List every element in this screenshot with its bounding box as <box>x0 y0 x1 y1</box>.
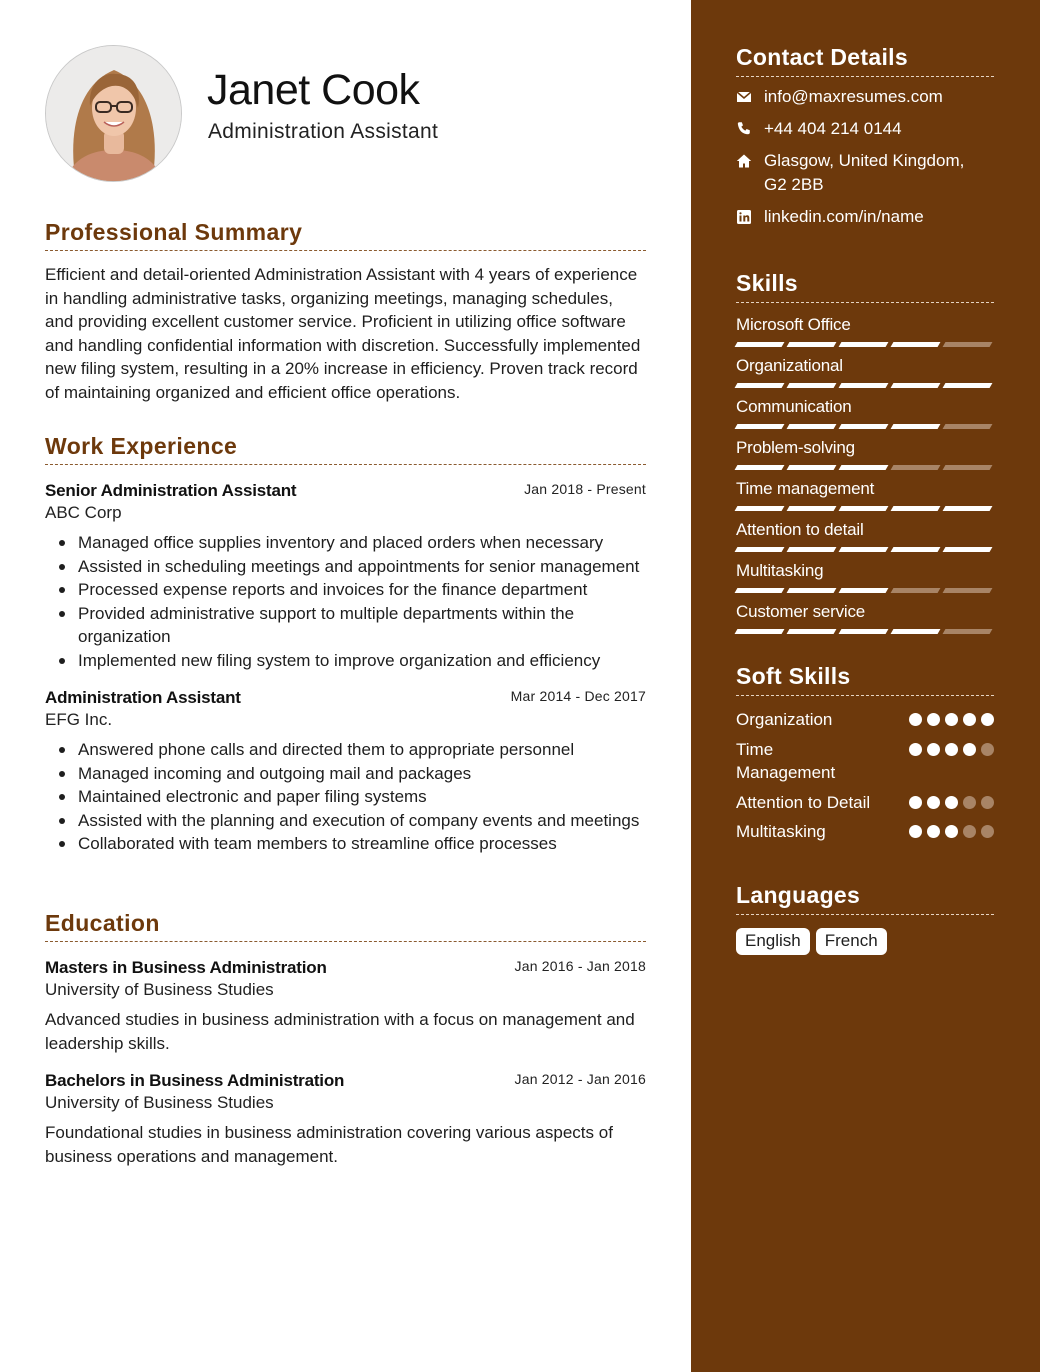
skill-segment-filled <box>891 547 941 552</box>
email-text[interactable]: info@maxresumes.com <box>764 87 943 106</box>
skill-segment-filled <box>891 629 941 634</box>
soft-skill-item <box>736 738 994 785</box>
rating-dot-filled <box>945 743 958 756</box>
skill-level-bar <box>736 383 994 389</box>
soft-skill-name: Organization <box>736 710 833 729</box>
skill-segment-filled <box>787 629 837 634</box>
skill-segment-filled <box>891 383 941 388</box>
job-bullets <box>45 738 646 856</box>
list-item: Collaborated with team members to streamline office processes <box>45 832 646 856</box>
skill-segment-filled <box>735 424 785 429</box>
skill-segment-empty <box>943 588 993 593</box>
soft-skill-item <box>736 791 994 815</box>
linkedin-text[interactable]: linkedin.com/in/name <box>764 207 924 226</box>
skill-level-bar <box>736 588 994 594</box>
skill-name: Communication <box>736 397 852 416</box>
skill-segment-filled <box>735 629 785 634</box>
soft-skills-list <box>736 708 994 844</box>
rating-dot-filled <box>927 713 940 726</box>
languages-list <box>736 928 994 955</box>
skill-name: Organizational <box>736 356 843 375</box>
skill-name: Attention to detail <box>736 520 864 539</box>
skill-segment-empty <box>943 629 993 634</box>
rating-dot-filled <box>909 796 922 809</box>
address-text <box>764 149 964 197</box>
rating-dot-filled <box>963 713 976 726</box>
skill-level-bar <box>736 547 994 553</box>
list-item: Implemented new filing system to improve organization and efficiency <box>45 649 646 673</box>
language-chip: English <box>736 928 810 955</box>
soft-skills-heading: Soft Skills <box>736 663 994 696</box>
job-company: EFG Inc. <box>45 710 113 729</box>
rating-dot-empty <box>981 796 994 809</box>
education-dates: Jan 2016 - Jan 2018 <box>514 958 646 974</box>
skill-segment-filled <box>735 588 785 593</box>
sidebar <box>691 0 1040 1372</box>
list-item: Assisted with the planning and execution of company events and meetings <box>45 809 646 833</box>
skill-item <box>736 561 994 594</box>
rating-dot-empty <box>963 796 976 809</box>
rating-dot-filled <box>963 743 976 756</box>
experience-section <box>45 433 646 856</box>
skill-segment-filled <box>735 383 785 388</box>
skill-segment-filled <box>787 424 837 429</box>
skill-level-bar <box>736 465 994 471</box>
skill-segment-filled <box>839 629 889 634</box>
skill-segment-filled <box>839 424 889 429</box>
skill-name: Multitasking <box>736 561 824 580</box>
skill-segment-filled <box>839 465 889 470</box>
skill-segment-filled <box>787 588 837 593</box>
skill-segment-filled <box>943 383 993 388</box>
rating-dot-filled <box>909 825 922 838</box>
skill-level-bar <box>736 629 994 635</box>
job-dates: Mar 2014 - Dec 2017 <box>510 688 646 704</box>
rating-dot-empty <box>981 825 994 838</box>
skill-name: Microsoft Office <box>736 315 851 334</box>
avatar <box>46 46 182 182</box>
skill-item <box>736 356 994 389</box>
skill-segment-empty <box>891 465 941 470</box>
contact-address <box>736 149 994 197</box>
skill-segment-empty <box>943 465 993 470</box>
skill-item <box>736 520 994 553</box>
phone-text[interactable]: +44 404 214 0144 <box>764 119 902 138</box>
skill-segment-filled <box>839 588 889 593</box>
skill-segment-filled <box>735 506 785 511</box>
list-item: Assisted in scheduling meetings and appointments for senior management <box>45 555 646 579</box>
skill-level-bar <box>736 342 994 348</box>
skill-segment-filled <box>943 506 993 511</box>
rating-dot-filled <box>945 796 958 809</box>
skill-item <box>736 438 994 471</box>
linkedin-icon <box>736 205 764 229</box>
candidate-title: Administration Assistant <box>208 120 439 143</box>
rating-dot-empty <box>981 743 994 756</box>
phone-icon <box>736 117 764 141</box>
rating-dot-filled <box>945 713 958 726</box>
home-icon <box>736 149 764 173</box>
skills-heading: Skills <box>736 270 994 303</box>
skill-segment-filled <box>891 424 941 429</box>
job-bullets <box>45 531 646 672</box>
skill-segment-filled <box>839 547 889 552</box>
skill-segment-filled <box>787 465 837 470</box>
skill-segment-filled <box>891 342 941 347</box>
skill-level-bar <box>736 506 994 512</box>
education-entry <box>45 1071 646 1168</box>
education-description: Foundational studies in business administration covering various aspects of business operations and management. <box>45 1123 613 1166</box>
address-line-2: G2 2BB <box>764 175 824 194</box>
soft-skill-name: Attention to Detail <box>736 792 871 812</box>
education-description: Advanced studies in business administration with a focus on management and leadership skills. <box>45 1010 635 1053</box>
degree-title: Masters in Business Administration <box>45 958 327 977</box>
job-dates: Jan 2018 - Present <box>524 481 646 497</box>
soft-skill-rating <box>909 713 994 726</box>
contact-heading: Contact Details <box>736 44 994 77</box>
skill-name: Time management <box>736 479 875 498</box>
envelope-icon <box>736 85 764 109</box>
school-name: University of Business Studies <box>45 1093 274 1112</box>
soft-skill-rating <box>909 796 994 809</box>
contact-section <box>736 44 994 229</box>
languages-section <box>736 882 994 955</box>
skill-segment-filled <box>787 383 837 388</box>
skill-segment-filled <box>787 547 837 552</box>
job-entry <box>45 481 646 672</box>
summary-heading: Professional Summary <box>45 219 646 251</box>
skills-list <box>736 315 994 635</box>
skill-segment-filled <box>839 383 889 388</box>
skill-item <box>736 479 994 512</box>
skill-segment-filled <box>839 506 889 511</box>
skills-section <box>736 270 994 635</box>
rating-dot-filled <box>927 825 940 838</box>
skill-item <box>736 397 994 430</box>
skill-segment-filled <box>787 506 837 511</box>
skill-item <box>736 315 994 348</box>
soft-skill-name: Time Management <box>736 739 836 782</box>
education-section <box>45 910 646 1168</box>
skill-item <box>736 602 994 635</box>
rating-dot-filled <box>981 713 994 726</box>
rating-dot-filled <box>927 796 940 809</box>
skill-name: Customer service <box>736 602 866 621</box>
job-entry <box>45 688 646 856</box>
rating-dot-filled <box>927 743 940 756</box>
experience-heading: Work Experience <box>45 433 646 465</box>
education-dates: Jan 2012 - Jan 2016 <box>514 1071 646 1087</box>
soft-skills-section <box>736 663 994 844</box>
skill-segment-filled <box>787 342 837 347</box>
address-line-1: Glasgow, United Kingdom, <box>764 151 965 170</box>
skill-segment-filled <box>943 547 993 552</box>
job-company: ABC Corp <box>45 503 122 522</box>
languages-heading: Languages <box>736 882 994 915</box>
rating-dot-empty <box>963 825 976 838</box>
contact-email[interactable] <box>736 85 994 109</box>
job-title: Administration Assistant <box>45 688 241 707</box>
list-item: Managed incoming and outgoing mail and packages <box>45 762 646 786</box>
skill-segment-filled <box>735 547 785 552</box>
skill-segment-filled <box>735 465 785 470</box>
list-item: Processed expense reports and invoices for the finance department <box>45 578 646 602</box>
rating-dot-filled <box>945 825 958 838</box>
summary-section <box>45 219 646 404</box>
skill-name: Problem-solving <box>736 438 855 457</box>
skill-segment-empty <box>943 342 993 347</box>
school-name: University of Business Studies <box>45 980 274 999</box>
list-item: Managed office supplies inventory and placed orders when necessary <box>45 531 646 555</box>
job-title: Senior Administration Assistant <box>45 481 297 500</box>
soft-skill-item <box>736 820 994 844</box>
skill-segment-empty <box>891 588 941 593</box>
soft-skill-item <box>736 708 994 732</box>
list-item: Answered phone calls and directed them to appropriate personnel <box>45 738 646 762</box>
education-entry <box>45 958 646 1055</box>
profile-photo <box>45 45 182 182</box>
contact-linkedin[interactable] <box>736 205 994 229</box>
candidate-name: Janet Cook <box>207 66 420 114</box>
soft-skill-rating <box>909 743 994 756</box>
skill-level-bar <box>736 424 994 430</box>
skill-segment-filled <box>839 342 889 347</box>
skill-segment-filled <box>735 342 785 347</box>
contact-phone[interactable] <box>736 117 994 141</box>
rating-dot-filled <box>909 713 922 726</box>
language-chip: French <box>816 928 887 955</box>
soft-skill-name: Multitasking <box>736 822 826 841</box>
list-item: Maintained electronic and paper filing systems <box>45 785 646 809</box>
skill-segment-filled <box>891 506 941 511</box>
rating-dot-filled <box>909 743 922 756</box>
degree-title: Bachelors in Business Administration <box>45 1071 345 1090</box>
education-heading: Education <box>45 910 646 942</box>
summary-text: Efficient and detail-oriented Administration Assistant with 4 years of experience in handling administrative tasks, organizing meetings, managing schedules, and providing excellent customer service. Proficient in utilizing office software and handling confidential information with discretion. Successfully implemented new filing system, resulting in a 20% increase in efficiency. Proven track record of maintaining organized and efficient office operations. <box>45 265 641 402</box>
soft-skill-rating <box>909 825 994 838</box>
skill-segment-empty <box>943 424 993 429</box>
list-item: Provided administrative support to multiple departments within the organization <box>45 602 646 649</box>
